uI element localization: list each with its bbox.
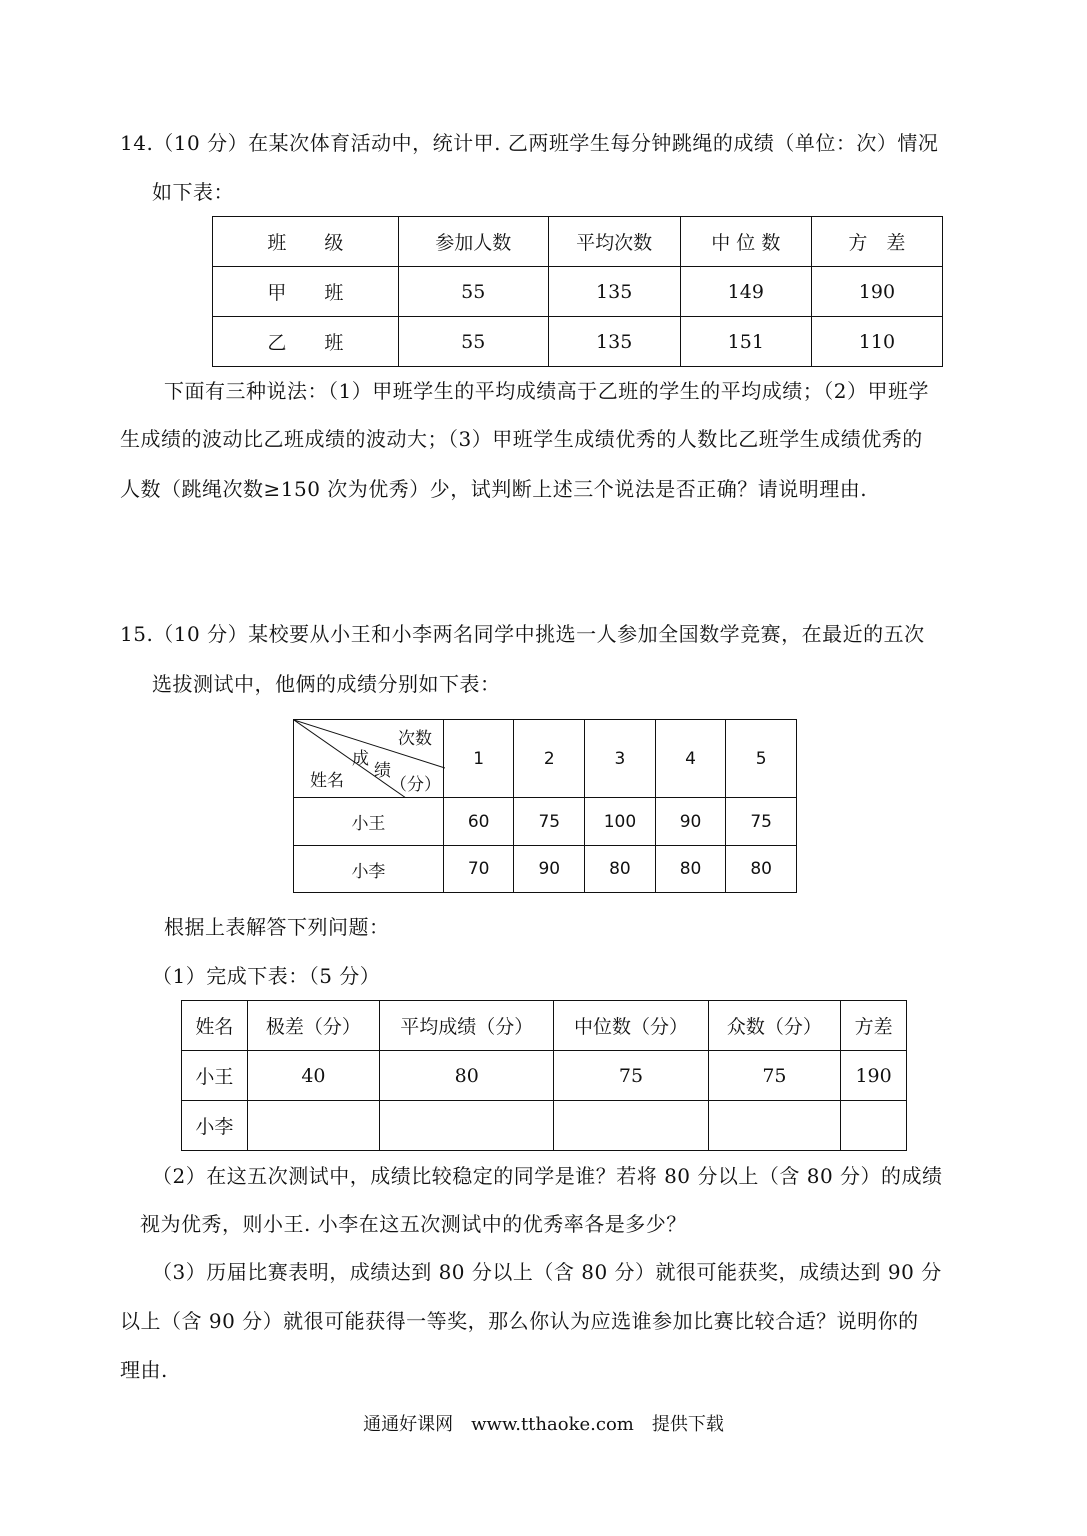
header-cell-mode: 众数（分） (708, 1001, 840, 1051)
header-cell-variance: 方差 (841, 1001, 907, 1051)
table-cell: 55 (398, 267, 548, 317)
table-cell: 151 (680, 317, 811, 367)
q15-text-line2: 选拔测试中，他俩的成绩分别如下表： (152, 672, 501, 696)
table-cell: 100 (585, 798, 656, 846)
q15-sub1: （1）完成下表：（5 分） (152, 964, 381, 988)
header-cell-median: 中 位 数 (680, 217, 811, 267)
table-row (294, 798, 797, 846)
header-cell-mean: 平均成绩（分） (380, 1001, 554, 1051)
diagonal-header-cell (294, 720, 444, 798)
q15-sub2-line2: 视为优秀，则小王. 小李在这五次测试中的优秀率各是多少？ (140, 1212, 687, 1236)
q14-statement-line2: 生成绩的波动比乙班成绩的波动大；（3）甲班学生成绩优秀的人数比乙班学生成绩优秀的 (120, 427, 923, 451)
table-header-row (294, 720, 797, 798)
header-cell-name: 姓名 (182, 1001, 248, 1051)
q15-sub2-line1: （2）在这五次测试中，成绩比较稳定的同学是谁？若将 80 分以上（含 80 分）的成绩 (152, 1164, 943, 1188)
table-cell: 75 (514, 798, 585, 846)
header-cell-mean: 平均次数 (548, 217, 680, 267)
answer-cell-median (554, 1101, 708, 1151)
q14-statement-line1: 下面有三种说法：（1）甲班学生的平均成绩高于乙班的学生的平均成绩；（2）甲班学 (164, 379, 929, 403)
table-cell: 190 (811, 267, 942, 317)
header-cell: 3 (585, 720, 656, 798)
table-cell: 75 (726, 798, 797, 846)
table-row (213, 267, 943, 317)
table-cell: 40 (247, 1051, 379, 1101)
table-cell: 75 (708, 1051, 840, 1101)
table-cell: 70 (443, 846, 514, 893)
table-cell: 80 (380, 1051, 554, 1101)
corner-label-count: 次数 (398, 729, 432, 749)
header-cell-participants: 参加人数 (398, 217, 548, 267)
table-row (182, 1101, 907, 1151)
table-cell: 90 (514, 846, 585, 893)
table-cell: 60 (443, 798, 514, 846)
table-cell: 小李 (182, 1101, 248, 1151)
answer-cell-range (247, 1101, 379, 1151)
corner-label-score-1: 成 (352, 749, 369, 769)
table-row (294, 846, 797, 893)
q15-stats-table (181, 1000, 907, 1151)
q15-sub3-line3: 理由. (120, 1358, 168, 1382)
q15-text-line1: 15.（10 分）某校要从小王和小李两名同学中挑选一人参加全国数学竞赛，在最近的五次 (120, 622, 925, 646)
table-cell: 80 (655, 846, 726, 893)
q14-text-line1: 14.（10 分）在某次体育活动中，统计甲. 乙两班学生每分钟跳绳的成绩（单位：次）情况 (120, 131, 939, 155)
table-cell: 乙 班 (213, 317, 399, 367)
table-header-row (182, 1001, 907, 1051)
table-cell: 135 (548, 317, 680, 367)
row-name-cell: 小李 (294, 846, 444, 893)
q14-class-table (212, 216, 943, 367)
corner-label-name: 姓名 (310, 771, 344, 791)
table-cell: 135 (548, 267, 680, 317)
header-cell: 1 (443, 720, 514, 798)
header-cell-class: 班 级 (213, 217, 399, 267)
q15-prompt: 根据上表解答下列问题： (164, 915, 390, 939)
table-row (213, 317, 943, 367)
header-cell: 2 (514, 720, 585, 798)
table-cell: 55 (398, 317, 548, 367)
header-cell-variance: 方 差 (811, 217, 942, 267)
header-cell-median: 中位数（分） (554, 1001, 708, 1051)
table-cell: 190 (841, 1051, 907, 1101)
corner-label-score-2: 绩 (374, 761, 391, 781)
table-cell: 80 (585, 846, 656, 893)
table-cell: 80 (726, 846, 797, 893)
table-cell: 甲 班 (213, 267, 399, 317)
table-cell: 小王 (182, 1051, 248, 1101)
table-cell: 90 (655, 798, 726, 846)
row-name-cell: 小王 (294, 798, 444, 846)
answer-cell-variance (841, 1101, 907, 1151)
page-footer: 通通好课网 www.tthaoke.com 提供下载 (363, 1414, 724, 1435)
corner-label-unit: （分） (390, 775, 441, 795)
header-cell-range: 极差（分） (247, 1001, 379, 1051)
header-cell: 4 (655, 720, 726, 798)
table-row (182, 1051, 907, 1101)
table-cell: 149 (680, 267, 811, 317)
table-cell: 75 (554, 1051, 708, 1101)
q14-text-line2: 如下表： (152, 180, 234, 204)
q15-score-table (293, 719, 797, 893)
table-header-row (213, 217, 943, 267)
q14-statement-line3: 人数（跳绳次数≥150 次为优秀）少，试判断上述三个说法是否正确？请说明理由. (120, 477, 868, 501)
header-cell: 5 (726, 720, 797, 798)
answer-cell-mean (380, 1101, 554, 1151)
table-cell: 110 (811, 317, 942, 367)
q15-sub3-line2: 以上（含 90 分）就很可能获得一等奖，那么你认为应选谁参加比赛比较合适？说明你的 (120, 1309, 919, 1333)
q15-sub3-line1: （3）历届比赛表明，成绩达到 80 分以上（含 80 分）就很可能获奖，成绩达到 90 分 (152, 1260, 942, 1284)
answer-cell-mode (708, 1101, 840, 1151)
